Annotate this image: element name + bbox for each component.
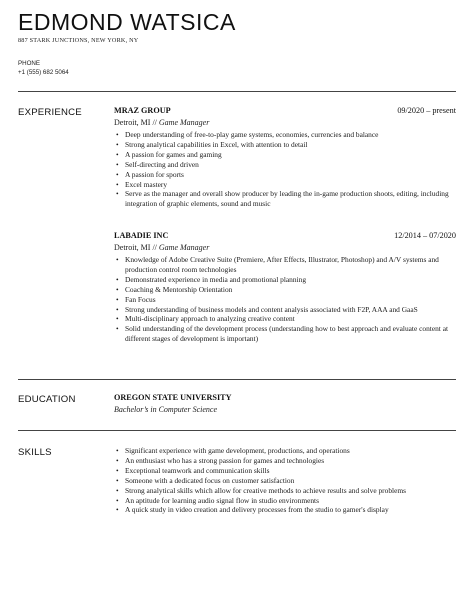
list-item: • Self-directing and driven bbox=[114, 160, 456, 170]
section-title-skills: SKILLS bbox=[18, 447, 52, 458]
company-name: LABADIE INC bbox=[114, 231, 169, 240]
list-item: • Exceptional teamwork and communication skills bbox=[114, 466, 456, 476]
list-item: • Excel mastery bbox=[114, 180, 456, 190]
section-title-education: EDUCATION bbox=[18, 394, 76, 405]
divider bbox=[18, 430, 456, 431]
list-item: • Significant experience with game development, productions, and operations bbox=[114, 446, 456, 456]
job-location-role bbox=[114, 242, 456, 253]
list-item: • Strong analytical capabilities in Excel, with attention to detail bbox=[114, 140, 456, 150]
company-name: MRAZ GROUP bbox=[114, 106, 171, 115]
list-item: • Strong understanding of business models and content analysis associated with F2P, AAA and GaaS bbox=[114, 305, 456, 315]
separator: // bbox=[152, 243, 157, 252]
section-title-experience: EXPERIENCE bbox=[18, 107, 82, 118]
list-item: • Solid understanding of the development process (understanding how to best approach and evaluate content at different stages of development is important) bbox=[114, 324, 456, 344]
responsibility-list bbox=[114, 255, 456, 344]
education-entry bbox=[114, 393, 456, 415]
employment-dates: 12/2014 – 07/2020 bbox=[394, 231, 456, 240]
job-title: Game Manager bbox=[158, 243, 210, 252]
experience-entry bbox=[114, 231, 456, 344]
skills-list bbox=[114, 446, 456, 515]
address: 887 STARK JUNCTIONS, NEW YORK, NY bbox=[18, 37, 139, 44]
experience-entry bbox=[114, 106, 456, 209]
candidate-name: EDMOND WATSICA bbox=[18, 9, 236, 35]
employment-dates: 09/2020 – present bbox=[397, 106, 456, 115]
phone-number: +1 (555) 682 5064 bbox=[18, 69, 69, 76]
responsibility-list bbox=[114, 130, 456, 209]
school-name: OREGON STATE UNIVERSITY bbox=[114, 393, 232, 402]
list-item: • Demonstrated experience in media and promotional planning bbox=[114, 275, 456, 285]
degree: Bachelor’s in Computer Science bbox=[114, 405, 218, 414]
list-item: • A passion for sports bbox=[114, 170, 456, 180]
job-location-role bbox=[114, 117, 456, 128]
divider bbox=[18, 379, 456, 380]
list-item: • Strong analytical skills which allow for creative methods to achieve results and solve problems bbox=[114, 486, 456, 496]
list-item: • Fan Focus bbox=[114, 295, 456, 305]
job-location: Detroit, MI bbox=[114, 118, 151, 127]
divider bbox=[18, 91, 456, 92]
list-item: • Knowledge of Adobe Creative Suite (Premiere, After Effects, Illustrator, Photoshop) and A/V systems and production control room technologies bbox=[114, 255, 456, 275]
list-item: • A quick study in video creation and delivery processes from the studio to gamer's display bbox=[114, 505, 456, 515]
list-item: • Deep understanding of free-to-play game systems, economies, currencies and balance bbox=[114, 130, 456, 140]
list-item: • A passion for games and gaming bbox=[114, 150, 456, 160]
list-item: • Someone with a dedicated focus on customer satisfaction bbox=[114, 476, 456, 486]
phone-label: PHONE bbox=[18, 60, 41, 67]
job-location: Detroit, MI bbox=[114, 243, 151, 252]
separator: // bbox=[152, 118, 157, 127]
list-item: • An enthusiast who has a strong passion for games and technologies bbox=[114, 456, 456, 466]
list-item: • Serve as the manager and overall show producer by leading the in-game production shoots, editing, including integration of graphic elements, sound and music bbox=[114, 189, 456, 209]
job-title: Game Manager bbox=[158, 118, 210, 127]
skills-entry bbox=[114, 444, 456, 515]
list-item: • An aptitude for learning audio signal flow in studio environments bbox=[114, 496, 456, 506]
list-item: • Coaching & Mentorship Orientation bbox=[114, 285, 456, 295]
list-item: • Multi-disciplinary approach to analyzing creative content bbox=[114, 314, 456, 324]
